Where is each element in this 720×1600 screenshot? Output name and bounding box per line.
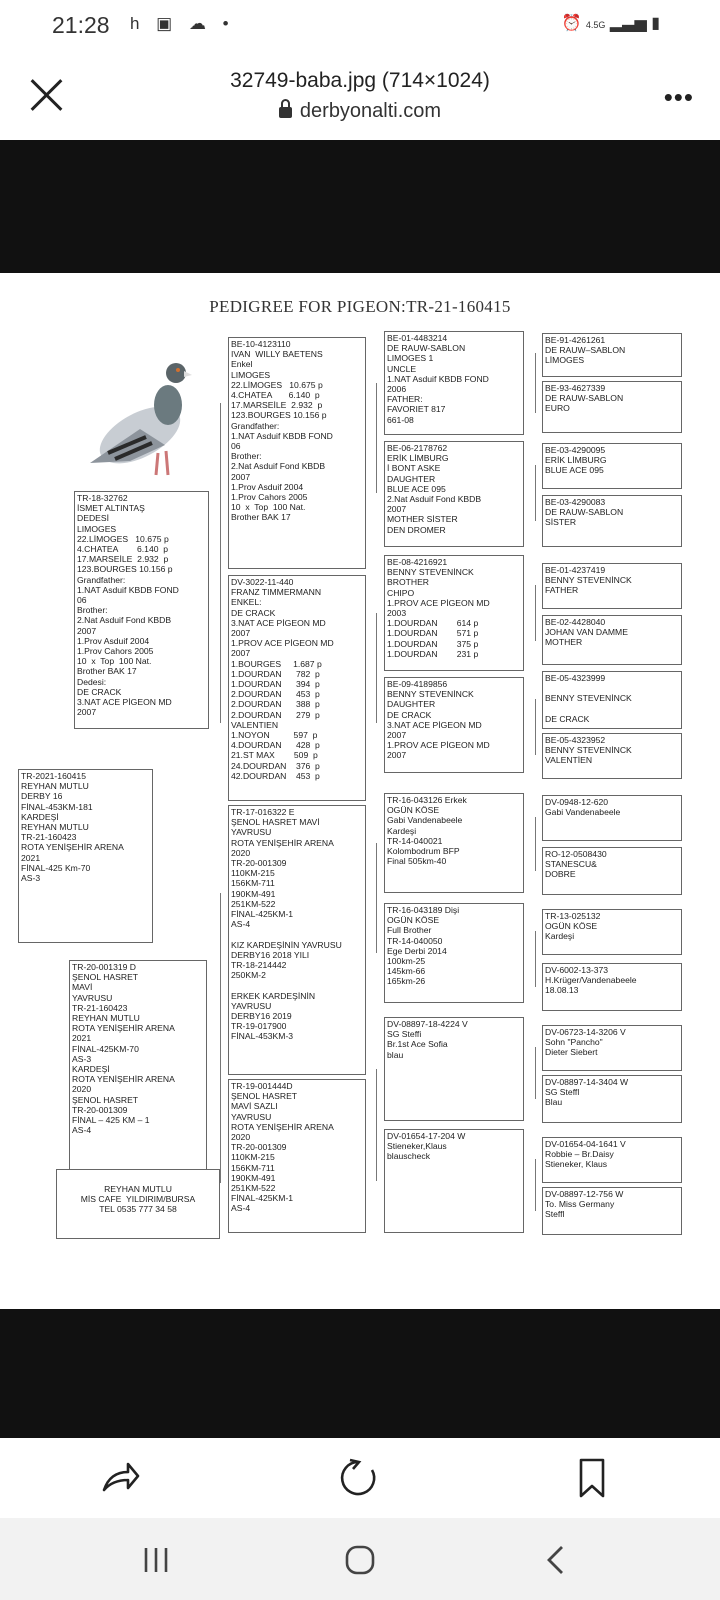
ancestor-box: BE-03-4290095 ERİK LİMBURG BLUE ACE 095 <box>542 443 682 489</box>
pedigree-title: PEDIGREE FOR PIGEON:TR-21-160415 <box>209 297 511 316</box>
connector-line <box>535 817 536 871</box>
ancestor-box: RO-12-0508430 STANESCU& DOBRE <box>542 847 682 895</box>
recent-apps-icon[interactable] <box>136 1540 176 1580</box>
ancestor-box: DV-01654-17-204 W Stieneker,Klaus blauscheck <box>384 1129 524 1233</box>
ancestor-box: DV-08897-12-756 W To. Miss Germany Steffl <box>542 1187 682 1235</box>
ancestor-box: BE-05-4323999 BENNY STEVENİNCK DE CRACK <box>542 671 682 729</box>
bookmark-icon[interactable] <box>570 1456 614 1500</box>
ancestor-box: DV-08897-18-4224 V SG Steffi Br.1st Ace Sofia blau <box>384 1017 524 1121</box>
ancestor-box: BE-03-4290083 DE RAUW-SABLON SİSTER <box>542 495 682 547</box>
viewer-toolbar <box>0 1438 720 1518</box>
connector-line <box>535 465 536 521</box>
ancestor-box: DV-6002-13-373 H.Krüger/Vandenabeele 18.08.13 <box>542 963 682 1011</box>
ancestor-box: DV-08897-14-3404 W SG Steffl Blau <box>542 1075 682 1123</box>
pigeon-photo <box>70 353 198 483</box>
source-url[interactable] <box>0 100 720 123</box>
grandsire-maternal-box: TR-17-016322 E ŞENOL HASRET MAVİ YAVRUSU ROTA YENİŞEHİR ARENA 2020 TR-20-001309 110KM-215 156KM-711 190KM-491 251KM-522 FİNAL-425KM-1 AS-4 KIZ KARDEŞİNİN YAVRUSU DERBY16 2018 YILI TR-18-214442 250KM-2 ERKEK KARDEŞİNİN YAVRUSU DERBY16 2019 TR-19-017900 FİNAL-453KM-3 <box>228 805 366 1075</box>
connector-line <box>220 403 221 723</box>
pedigree-image[interactable] <box>0 273 720 1309</box>
ancestor-box: BE-08-4216921 BENNY STEVENİNCK BROTHER CHIPO 1.PROV ACE PİGEON MD 2003 1.DOURDAN 614 p 1.DOURDAN 571 p 1.DOURDAN 375 p 1.DOURDAN 231 p <box>384 555 524 671</box>
dam-box: TR-20-001319 D ŞENOL HASRET MAVİ YAVRUSU TR-21-160423 REYHAN MUTLU ROTA YENİŞEHİR ARENA 2021 FİNAL-425KM-70 AS-3 KARDEŞİ ROTA YENİŞEHİR ARENA 2020 ŞENOL HASRET TR-20-001309 FİNAL – 425 KM – 1 AS-4 <box>69 960 207 1188</box>
ancestor-box: BE-05-4323952 BENNY STEVENİNCK VALENTİEN <box>542 733 682 779</box>
reload-icon[interactable] <box>336 1456 380 1500</box>
ancestor-box: BE-93-4627339 DE RAUW-SABLON EURO <box>542 381 682 433</box>
notification-icons: h ▣ ☁ • <box>130 14 235 33</box>
connector-line <box>376 613 377 723</box>
system-icons: ⏰ 4.5G ▂▃▅ ▮ <box>561 15 660 32</box>
ancestor-box: DV-0948-12-620 Gabi Vandenabeele <box>542 795 682 841</box>
sire-box: TR-18-32762 İSMET ALTINTAŞ DEDESİ LIMOGES 22.LİMOGES 10.675 p 4.CHATEA 6.140 p 17.MARSEİLE 2.932 p 123.BOURGES 10.156 p Grandfather: 1.NAT Asduif KBDB FOND 06 Brother: 2.Nat Asduif Fond KBDB 2007 1.Prov Asduif 2004 1.Prov Cahors 2005 10 x Top 100 Nat. Brother BAK 17 Dedesi: DE CRACK 3.NAT ACE PİGEON MD 2007 <box>74 491 209 729</box>
status-bar <box>0 0 720 52</box>
ancestor-box: DV-01654-04-1641 V Robbie – Br.Daisy Stieneker, Klaus <box>542 1137 682 1183</box>
viewer-header <box>0 52 720 140</box>
connector-line <box>376 383 377 493</box>
connector-line <box>535 1159 536 1211</box>
url-text: derbyonalti.com <box>299 100 442 122</box>
ancestor-box: TR-16-043126 Erkek OGÜN KÖSE Gabi Vandenabeele Kardeşi TR-14-040021 Kolombodrum BFP Final 505km-40 <box>384 793 524 893</box>
image-letterbox-bottom <box>0 1309 720 1438</box>
connector-line <box>220 893 221 1183</box>
image-letterbox-top <box>0 140 720 273</box>
ancestor-box: BE-09-4189856 BENNY STEVENİNCK DAUGHTER DE CRACK 3.NAT ACE PİGEON MD 2007 1.PROV ACE PİGEON MD 2007 <box>384 677 524 773</box>
grandsire-paternal-box: BE-10-4123110 IVAN WILLY BAETENS Enkel LIMOGES 22.LİMOGES 10.675 p 4.CHATEA 6.140 p 17.MARSEİLE 2.932 p 123.BOURGES 10.156 p Grandfather: 1.NAT Asduif KBDB FOND 06 Brother: 2.Nat Asduif Fond KBDB 2007 1.Prov Asduif 2004 1.Prov Cahors 2005 10 x Top 100 Nat. Brother BAK 17 <box>228 337 366 569</box>
ancestor-box: TR-13-025132 OGÜN KÖSE Kardeşi <box>542 909 682 955</box>
back-icon[interactable] <box>536 1540 576 1580</box>
connector-line <box>535 585 536 641</box>
system-nav-bar <box>0 1518 720 1600</box>
granddam-paternal-box: DV-3022-11-440 FRANZ TIMMERMANN ENKEL: DE CRACK 3.NAT ACE PİGEON MD 2007 1.PROV ACE PİGEON MD 2007 1.BOURGES 1.687 p 1.DOURDAN 782 p 1.DOURDAN 394 p 2.DOURDAN 453 p 2.DOURDAN 388 p 2.DOURDAN 279 p VALENTIEN 1.NOYON 597 p 4.DOURDAN 428 p 21.ST MAX 509 p 24.DOURDAN 376 p 42.DOURDAN 453 p <box>228 575 366 801</box>
main-pigeon-box: TR-2021-160415 REYHAN MUTLU DERBY 16 FİNAL-453KM-181 KARDEŞİ REYHAN MUTLU TR-21-160423 ROTA YENİŞEHİR ARENA 2021 FİNAL-425 Km-70 AS-3 <box>18 769 153 943</box>
ancestor-box: BE-01-4483214 DE RAUW-SABLON LIMOGES 1 UNCLE 1.NAT Asduif KBDB FOND 2006 FATHER: FAVORIET 817 661-08 <box>384 331 524 435</box>
connector-line <box>535 1047 536 1099</box>
more-options-icon[interactable]: ••• <box>663 82 694 112</box>
ancestor-box: TR-16-043189 Dişi OGÜN KÖSE Full Brother TR-14-040050 Ege Derbi 2014 100km-25 145km-66 165km-26 <box>384 903 524 1003</box>
connector-line <box>376 1069 377 1181</box>
owner-box: REYHAN MUTLU MİS CAFE YILDIRIM/BURSA TEL 0535 777 34 58 <box>56 1169 220 1239</box>
connector-line <box>376 843 377 953</box>
granddam-maternal-box: TR-19-001444D ŞENOL HASRET MAVİ SAZLI YAVRUSU ROTA YENİŞEHİR ARENA 2020 TR-20-001309 110KM-215 156KM-711 190KM-491 251KM-522 FİNAL-425KM-1 AS-4 <box>228 1079 366 1233</box>
ancestor-box: BE-01-4237419 BENNY STEVENİNCK FATHER <box>542 563 682 609</box>
ancestor-box: BE-02-4428040 JOHAN VAN DAMME MOTHER <box>542 615 682 665</box>
lock-icon <box>279 107 292 118</box>
connector-line <box>535 699 536 755</box>
connector-line <box>535 931 536 987</box>
file-title: 32749-baba.jpg (714×1024) <box>230 69 490 92</box>
status-time: 21:28 <box>52 12 110 38</box>
ancestor-box: DV-06723-14-3206 V Sohn "Pancho" Dieter Siebert <box>542 1025 682 1071</box>
ancestor-box: BE-91-4261261 DE RAUW–SABLON LİMOGES <box>542 333 682 377</box>
ancestor-box: BE-06-2178762 ERİK LİMBURG İ BONT ASKE DAUGHTER BLUE ACE 095 2.Nat Asduif Fond KBDB 2007 MOTHER SİSTER DEN DROMER <box>384 441 524 547</box>
share-icon[interactable] <box>98 1456 142 1500</box>
network-type: 4.5G <box>585 20 606 30</box>
connector-line <box>535 353 536 413</box>
home-icon[interactable] <box>340 1540 380 1580</box>
